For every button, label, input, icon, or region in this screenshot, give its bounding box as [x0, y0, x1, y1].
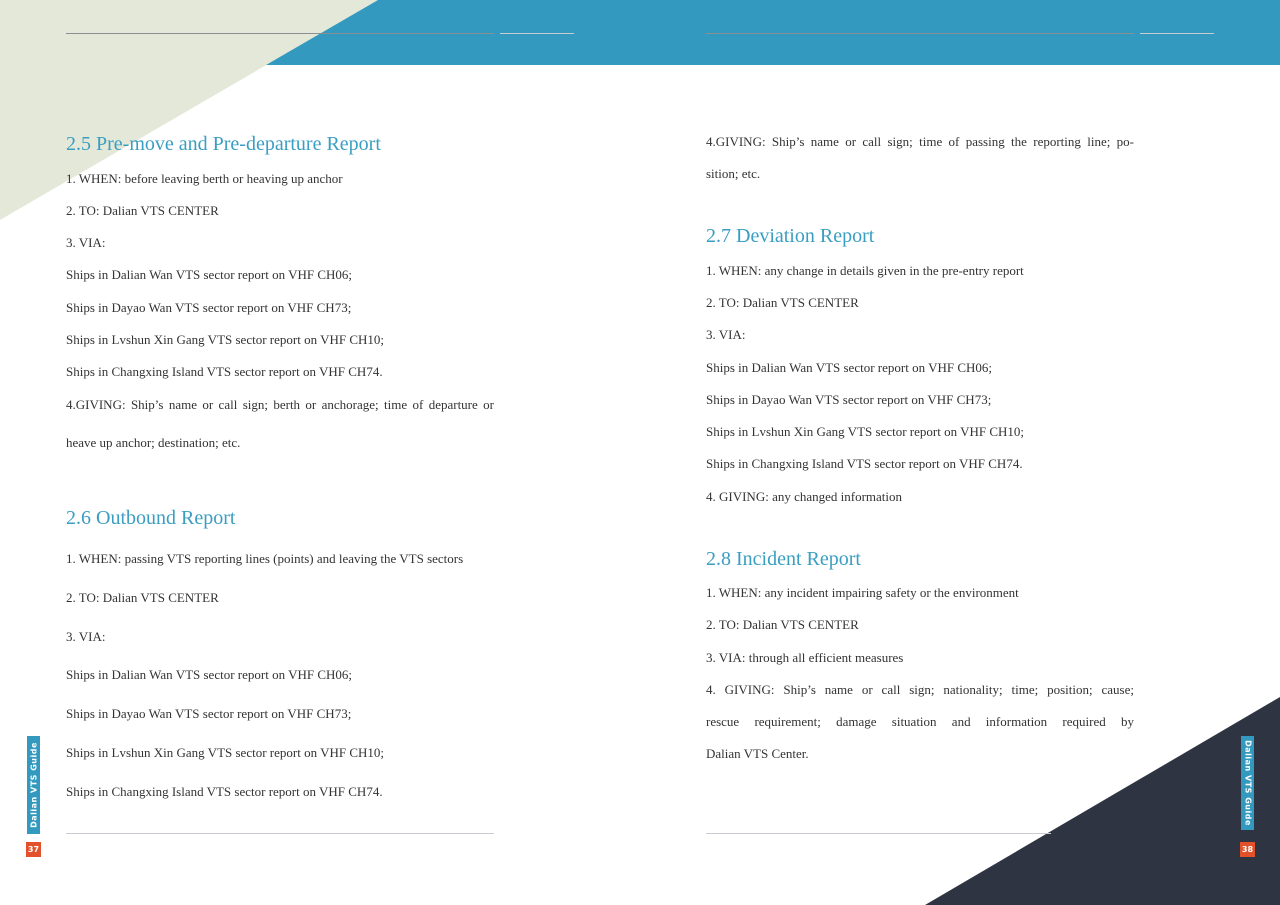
body-line: sition; etc. [706, 166, 761, 181]
right-side-tab [1241, 736, 1254, 830]
body-line: Ships in Dayao Wan VTS sector report on VHF CH73; [66, 706, 352, 721]
side-tab-label: Dalian VTS Guide [29, 742, 38, 828]
body-line: 2. TO: Dalian VTS CENTER [706, 617, 859, 632]
body-line: Ships in Dayao Wan VTS sector report on VHF CH73; [706, 392, 992, 407]
body-line: 1. WHEN: passing VTS reporting lines (points) and leaving the VTS sectors [66, 551, 464, 566]
body-line: Ships in Lvshun Xin Gang VTS sector report on VHF CH10; [66, 745, 385, 760]
body-line: 4. GIVING: any changed information [706, 489, 903, 504]
section-heading: 2.8 Incident Report [706, 548, 861, 570]
body-line: Ships in Lvshun Xin Gang VTS sector report on VHF CH10; [66, 332, 385, 347]
body-line: Ships in Dayao Wan VTS sector report on VHF CH73; [66, 300, 352, 315]
body-line: Ships in Changxing Island VTS sector report on VHF CH74. [706, 456, 1023, 471]
left-side-tab [27, 736, 40, 834]
body-line: Ships in Changxing Island VTS sector report on VHF CH74. [66, 784, 383, 799]
body-line: Ships in Dalian Wan VTS sector report on VHF CH06; [706, 360, 993, 375]
body-line: 1. WHEN: any change in details given in the pre-entry report [706, 263, 1024, 278]
body-line: heave up anchor; destination; etc. [66, 435, 241, 450]
body-line: Ships in Lvshun Xin Gang VTS sector report on VHF CH10; [706, 424, 1025, 439]
right-header-rule-short [1140, 33, 1214, 34]
body-line: 1. WHEN: before leaving berth or heaving up anchor [66, 171, 343, 186]
body-line: 4.GIVING: Ship’s name or call sign; time of passing the reporting line; po- [706, 134, 1134, 149]
body-line: 2. TO: Dalian VTS CENTER [66, 203, 219, 218]
body-line: 2. TO: Dalian VTS CENTER [706, 295, 859, 310]
right-page-number: 38 [1240, 842, 1255, 857]
section-heading: 2.6 Outbound Report [66, 507, 236, 529]
body-line: 2. TO: Dalian VTS CENTER [66, 590, 219, 605]
body-line: Dalian VTS Center. [706, 746, 809, 761]
body-line: 4.GIVING: Ship’s name or call sign; berth or anchorage; time of departure or [66, 397, 494, 412]
left-header-rule-short [500, 33, 574, 34]
section-heading: 2.7 Deviation Report [706, 225, 875, 247]
section-heading: 2.5 Pre-move and Pre-departure Report [66, 133, 381, 155]
right-page-column [706, 0, 1134, 905]
side-tab-label: Dalian VTS Guide [1243, 740, 1252, 826]
body-line: rescue requirement; damage situation and information required by [706, 714, 1134, 729]
body-line: Ships in Dalian Wan VTS sector report on VHF CH06; [66, 667, 353, 682]
left-page-column [66, 0, 494, 905]
body-line: 1. WHEN: any incident impairing safety or the environment [706, 585, 1019, 600]
left-page-number: 37 [26, 842, 41, 857]
body-line: Ships in Dalian Wan VTS sector report on VHF CH06; [66, 267, 353, 282]
body-line: 4. GIVING: Ship’s name or call sign; nationality; time; position; cause; [706, 682, 1134, 697]
body-line: 3. VIA: [706, 327, 746, 342]
body-line: 3. VIA: through all efficient measures [706, 650, 904, 665]
body-line: 3. VIA: [66, 629, 106, 644]
body-line: Ships in Changxing Island VTS sector report on VHF CH74. [66, 364, 383, 379]
body-line: 3. VIA: [66, 235, 106, 250]
